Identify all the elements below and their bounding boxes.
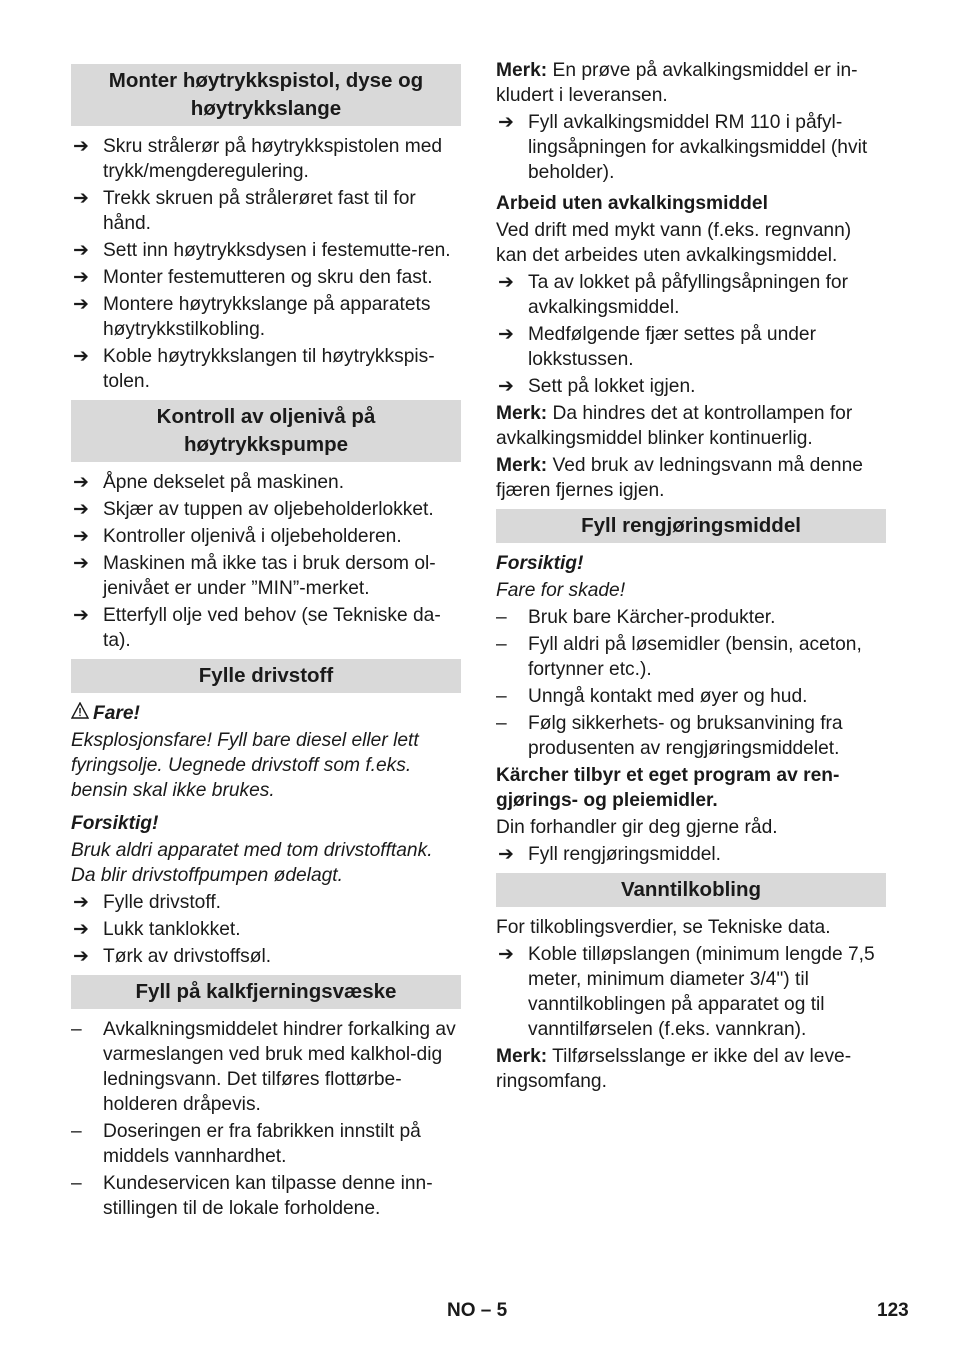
caution-title: Forsiktig! — [496, 553, 584, 574]
danger-title-text: Fare! — [93, 703, 140, 724]
page-number: 123 — [877, 1300, 909, 1321]
list-item-text: Ta av lokket på påfyllingsåpningen for avkalkingsmiddel. — [528, 272, 848, 318]
section-heading: Monter høytrykkspistol, dyse og høytrykkslange — [71, 64, 461, 126]
list-item-text: Koble høytrykkslangen til høytrykkspis-tolen. — [103, 346, 435, 392]
bold-paragraph: Kärcher tilbyr et eget program av ren-gjørings- og pleiemidler. — [496, 765, 840, 811]
note — [496, 58, 886, 108]
list-item — [496, 942, 886, 1042]
note — [496, 1044, 886, 1094]
list-item — [71, 944, 461, 969]
instruction-list — [496, 270, 886, 399]
list-item — [71, 470, 461, 495]
dash-bullet-icon: – — [496, 634, 507, 655]
list-item — [71, 1017, 461, 1117]
list-item — [496, 632, 886, 682]
caution-text: Bruk aldri apparatet med tom drivstofftank. Da blir drivstoffpumpen ødelagt. — [71, 840, 433, 886]
footer-section: NO – 5 — [447, 1300, 508, 1321]
note-text: Da hindres det at kontrollampen for avkalkingsmiddel blinker kontinuerlig. — [496, 403, 853, 449]
list-item — [71, 1171, 461, 1221]
list-item-text: Fyll aldri på løsemidler (bensin, aceton, fortynner etc.). — [528, 634, 862, 680]
list-item-text: Trekk skruen på strålerøret fast til for hånd. — [103, 188, 416, 234]
list-item-text: Etterfyll olje ved behov (se Tekniske da-ta). — [103, 605, 441, 651]
list-item-text: Fylle drivstoff. — [103, 892, 222, 913]
arrow-right-icon: ➔ — [73, 294, 89, 315]
note-text: Ved bruk av ledningsvann må denne fjæren fjernes igjen. — [496, 455, 863, 501]
arrow-right-icon: ➔ — [73, 240, 89, 261]
list-item-text: Koble tilløpslangen (minimum lengde 7,5 meter, minimum diameter 3/4") til vanntilkoblingen på apparatet og til vanntilførselen (f.eks. vannkran). — [528, 944, 875, 1040]
list-item-text: Følg sikkerhets- og bruksanvining fra produsenten av rengjøringsmiddelet. — [528, 713, 843, 759]
dash-bullet-icon: – — [496, 607, 507, 628]
note — [496, 401, 886, 451]
note-label: Merk: — [496, 60, 548, 81]
dash-bullet-icon: – — [71, 1173, 82, 1194]
danger-title — [71, 701, 461, 726]
info-list — [71, 1017, 461, 1221]
list-item-text: Skjær av tuppen av oljebeholderlokket. — [103, 499, 434, 520]
list-item-text: Monter festemutteren og skru den fast. — [103, 267, 433, 288]
arrow-right-icon: ➔ — [498, 944, 514, 965]
list-item — [71, 524, 461, 549]
arrow-right-icon: ➔ — [498, 844, 514, 865]
arrow-right-icon: ➔ — [73, 267, 89, 288]
list-item — [496, 270, 886, 320]
list-item — [71, 292, 461, 342]
list-item — [71, 1119, 461, 1169]
instruction-list — [71, 890, 461, 969]
instruction-list — [496, 110, 886, 185]
instruction-list — [71, 134, 461, 394]
section-heading: Kontroll av oljenivå på høytrykkspumpe — [71, 400, 461, 462]
instruction-list — [71, 470, 461, 653]
arrow-right-icon: ➔ — [73, 553, 89, 574]
info-list — [496, 605, 886, 761]
note — [496, 453, 886, 503]
list-item-text: Maskinen må ikke tas i bruk dersom ol-jenivået er under ”MIN”-merket. — [103, 553, 436, 599]
section-heading: Fyll rengjøringsmiddel — [496, 509, 886, 543]
list-item — [71, 603, 461, 653]
arrow-right-icon: ➔ — [73, 946, 89, 967]
list-item-text: Sett på lokket igjen. — [528, 376, 696, 397]
instruction-list — [496, 942, 886, 1042]
arrow-right-icon: ➔ — [73, 605, 89, 626]
dash-bullet-icon: – — [496, 713, 507, 734]
dash-bullet-icon: – — [71, 1019, 82, 1040]
list-item — [71, 238, 461, 263]
arrow-right-icon: ➔ — [498, 112, 514, 133]
list-item-text: Tørk av drivstoffsøl. — [103, 946, 272, 967]
list-item — [71, 497, 461, 522]
instruction-list — [496, 842, 886, 867]
arrow-right-icon: ➔ — [73, 188, 89, 209]
warning-triangle-icon — [71, 701, 93, 726]
list-item-text: Avkalkningsmiddelet hindrer forkalking av varmeslangen ved bruk med kalkhol-dig ledningsvann. Det tilføres flottørbe-holderen dråpevis. — [103, 1019, 456, 1115]
left-column — [71, 58, 461, 1223]
list-item-text: Unngå kontakt med øyer og hud. — [528, 686, 808, 707]
arrow-right-icon: ➔ — [73, 892, 89, 913]
section-heading: Vanntilkobling — [496, 873, 886, 907]
list-item — [496, 374, 886, 399]
note-label: Merk: — [496, 455, 548, 476]
list-item — [71, 265, 461, 290]
list-item-text: Åpne dekselet på maskinen. — [103, 472, 345, 493]
list-item-text: Doseringen er fra fabrikken innstilt på middels vannhardhet. — [103, 1121, 421, 1167]
list-item — [496, 711, 886, 761]
list-item — [496, 110, 886, 185]
danger-text: Eksplosjonsfare! Fyll bare diesel eller lett fyringsolje. Uegnede drivstoff som f.eks. bensin skal ikke brukes. — [71, 730, 419, 801]
list-item-text: Kundeservicen kan tilpasse denne inn-stillingen til de lokale forholdene. — [103, 1173, 433, 1219]
right-column — [496, 58, 886, 1096]
list-item — [71, 551, 461, 601]
paragraph: For tilkoblingsverdier, se Tekniske data. — [496, 917, 831, 938]
list-item-text: Lukk tanklokket. — [103, 919, 241, 940]
arrow-right-icon: ➔ — [498, 324, 514, 345]
dash-bullet-icon: – — [496, 686, 507, 707]
paragraph: Din forhandler gir deg gjerne råd. — [496, 817, 778, 838]
list-item — [71, 917, 461, 942]
arrow-right-icon: ➔ — [498, 272, 514, 293]
arrow-right-icon: ➔ — [498, 376, 514, 397]
caution-text: Fare for skade! — [496, 580, 626, 601]
paragraph: Ved drift med mykt vann (f.eks. regnvann) kan det arbeides uten avkalkingsmiddel. — [496, 220, 852, 266]
list-item-text: Kontroller oljenivå i oljebeholderen. — [103, 526, 402, 547]
list-item-text: Fyll avkalkingsmiddel RM 110 i påfyl-lingsåpningen for avkalkingsmiddel (hvit beholder). — [528, 112, 868, 183]
list-item-text: Bruk bare Kärcher-produkter. — [528, 607, 776, 628]
arrow-right-icon: ➔ — [73, 526, 89, 547]
list-item-text: Medfølgende fjær settes på under lokkstussen. — [528, 324, 816, 370]
arrow-right-icon: ➔ — [73, 136, 89, 157]
section-heading: Fylle drivstoff — [71, 659, 461, 693]
note-text: En prøve på avkalkingsmiddel er in-kludert i leveransen. — [496, 60, 858, 106]
list-item — [71, 890, 461, 915]
list-item — [496, 684, 886, 709]
list-item — [496, 605, 886, 630]
arrow-right-icon: ➔ — [73, 472, 89, 493]
note-label: Merk: — [496, 1046, 548, 1067]
caution-title: Forsiktig! — [71, 813, 159, 834]
section-heading: Fyll på kalkfjerningsvæske — [71, 975, 461, 1009]
list-item-text: Montere høytrykkslange på apparatets høytrykkstilkobling. — [103, 294, 431, 340]
list-item — [496, 842, 886, 867]
list-item — [496, 322, 886, 372]
dash-bullet-icon: – — [71, 1121, 82, 1142]
list-item — [71, 344, 461, 394]
list-item — [71, 186, 461, 236]
arrow-right-icon: ➔ — [73, 919, 89, 940]
arrow-right-icon: ➔ — [73, 346, 89, 367]
note-text: Tilførselsslange er ikke del av leve-ringsomfang. — [496, 1046, 852, 1092]
list-item-text: Sett inn høytrykksdysen i festemutte-ren. — [103, 240, 451, 261]
arrow-right-icon: ➔ — [73, 499, 89, 520]
subheading: Arbeid uten avkalkingsmiddel — [496, 193, 768, 214]
note-label: Merk: — [496, 403, 548, 424]
list-item-text: Fyll rengjøringsmiddel. — [528, 844, 721, 865]
list-item-text: Skru strålerør på høytrykkspistolen med trykk/mengderegulering. — [103, 136, 443, 182]
list-item — [71, 134, 461, 184]
